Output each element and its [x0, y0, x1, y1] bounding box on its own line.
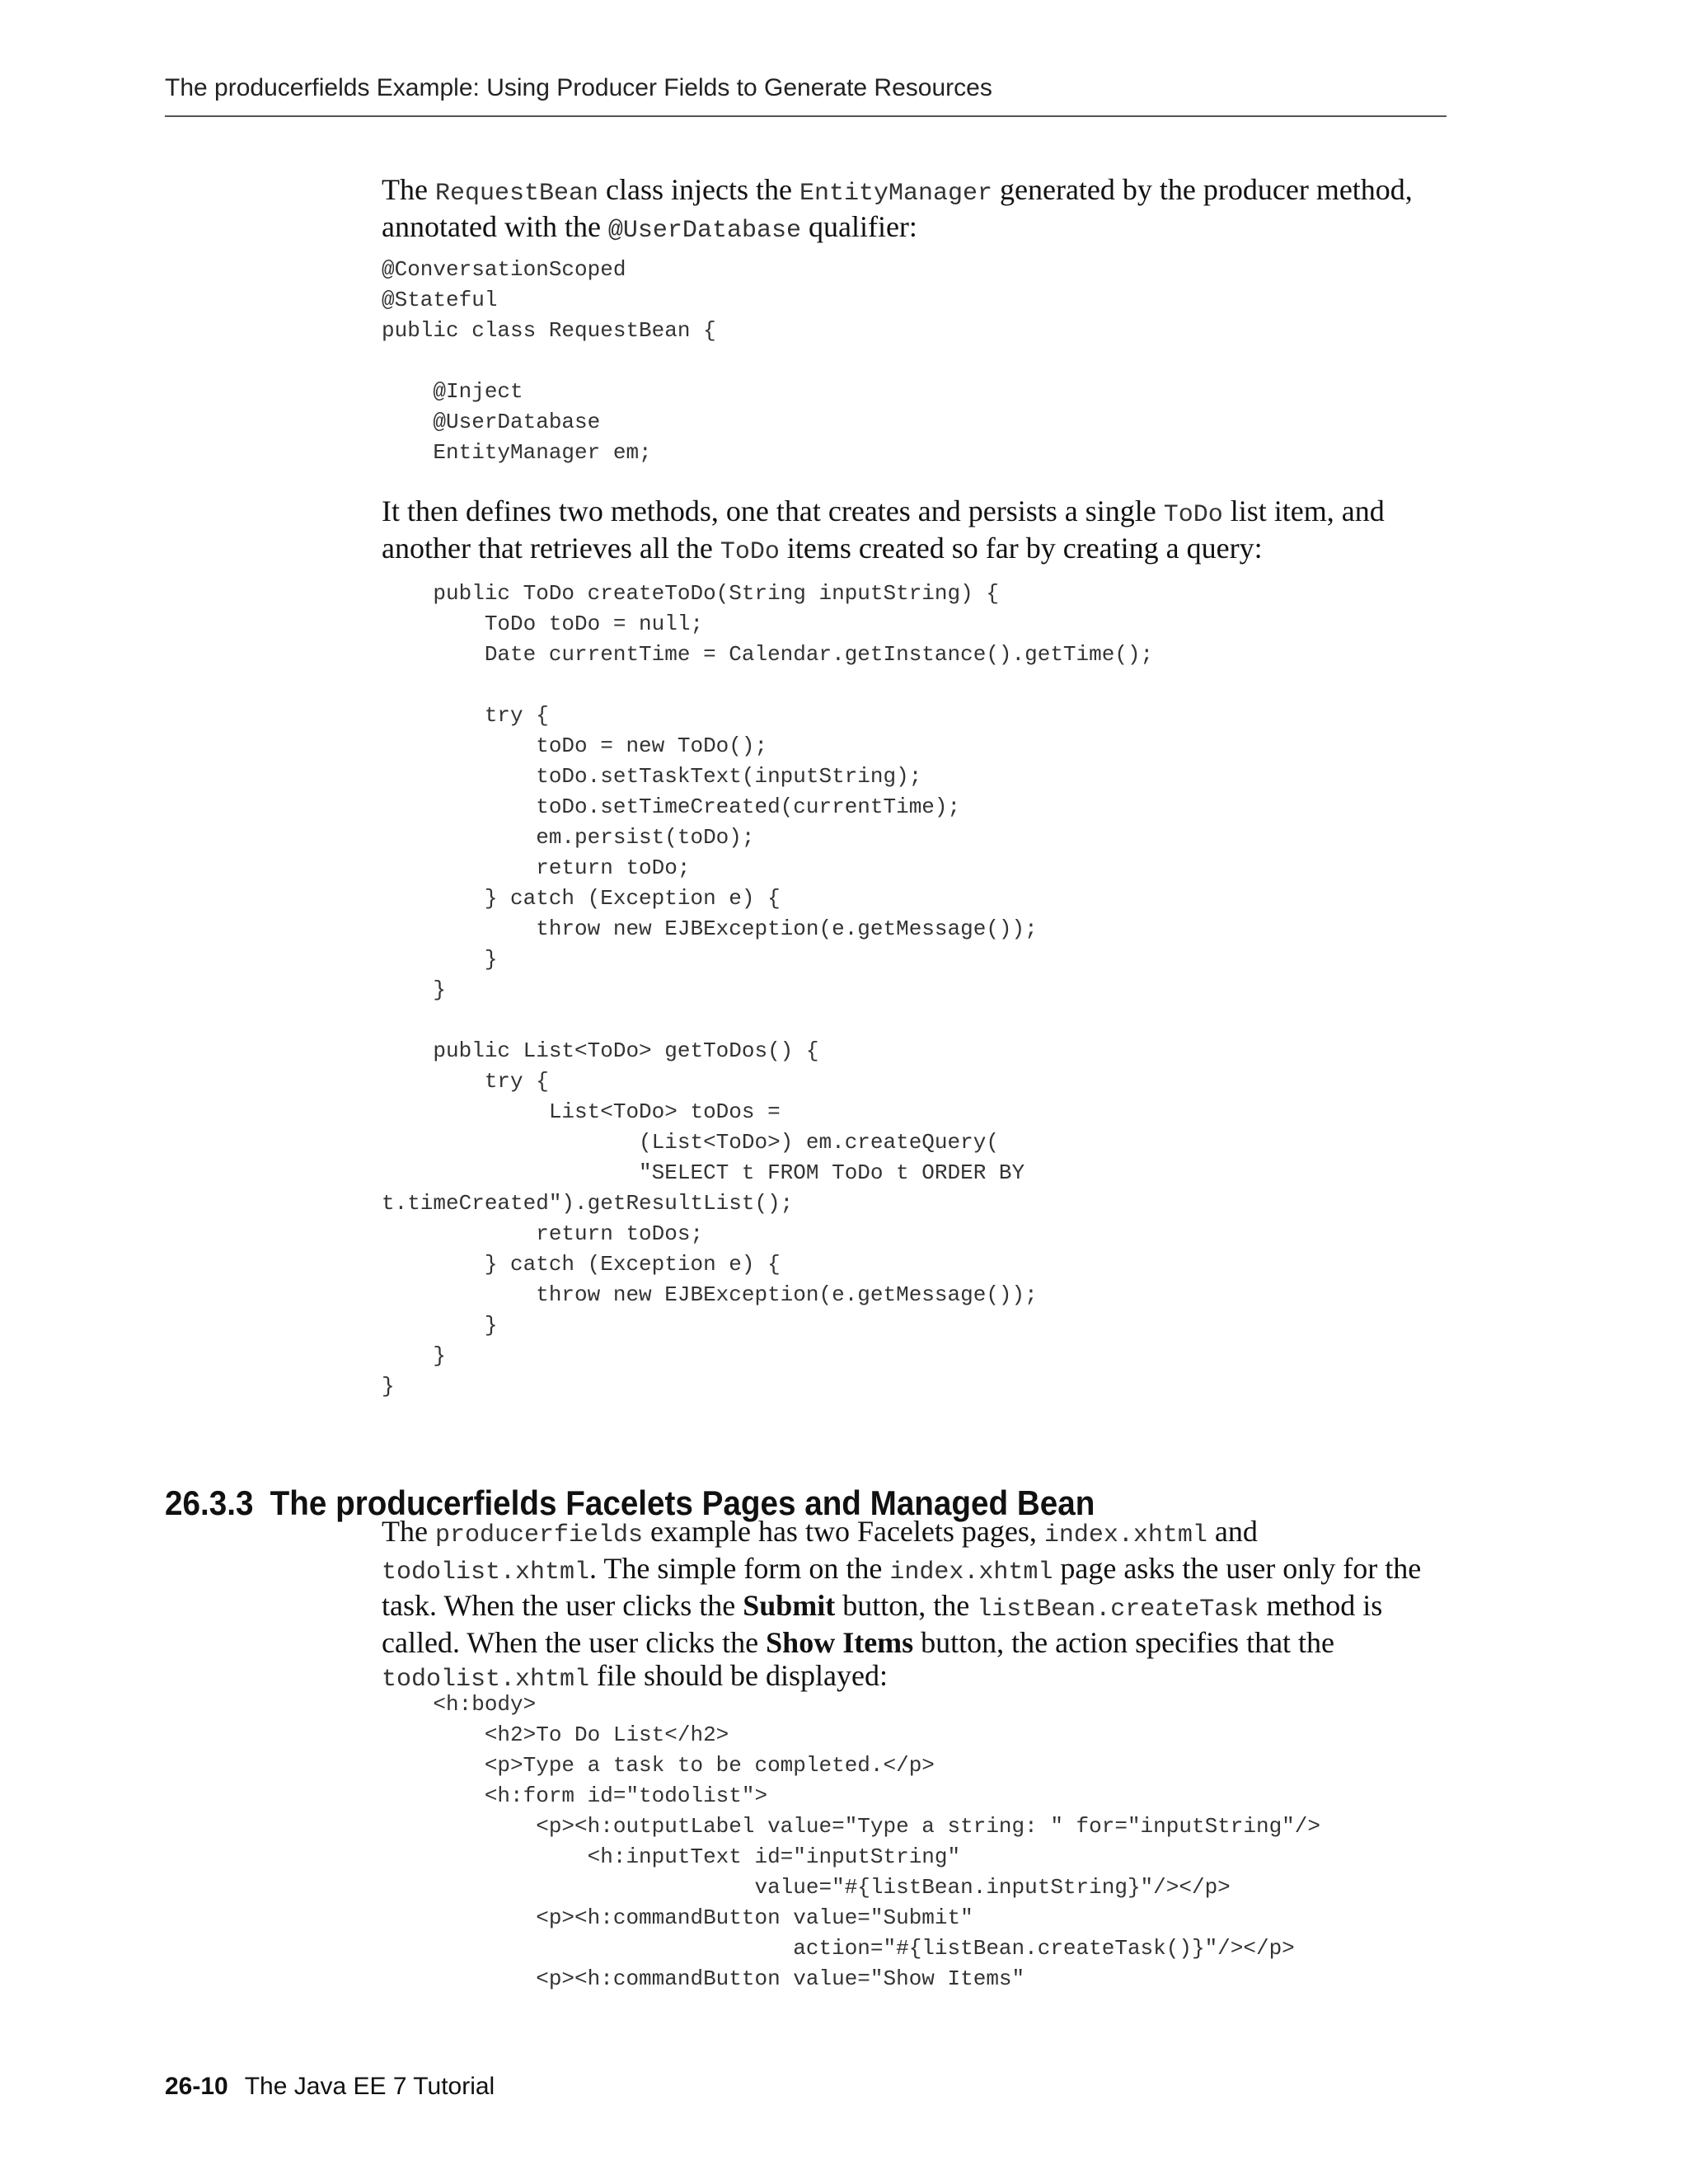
- inline-code: ToDo: [1163, 501, 1223, 529]
- paragraph-line: [382, 1552, 1453, 1589]
- inline-code: index.xhtml: [1043, 1521, 1207, 1549]
- section-number: 26.3.3: [165, 1483, 254, 1522]
- paragraph-methods: [382, 494, 1453, 569]
- text-run: method is: [1259, 1589, 1383, 1622]
- paragraph-line: [382, 173, 1453, 210]
- text-run: It then defines two methods, one that creates and persists a single: [382, 494, 1164, 527]
- text-run: called. When the user clicks the: [382, 1626, 767, 1659]
- inline-code: ToDo: [720, 538, 780, 566]
- paragraph-request-bean: [382, 173, 1453, 247]
- paragraph-line: [382, 532, 1453, 569]
- text-run: another that retrieves all the: [382, 532, 720, 565]
- text-run: example has two Facelets pages,: [643, 1515, 1044, 1548]
- text-run: class injects the: [598, 173, 799, 206]
- inline-code: EntityManager: [799, 180, 992, 208]
- code-block-facelets: <h:body> <h2>To Do List</h2> <p>Type a task to be completed.</p> <h:form id="todolist"> <p><h:outputLabel value="Type a string: " for="inputString"/> <h:inputText id="inputString" value="#{listBean.inputString}"/></p> <p><h:commandButton value="Submit" action="#{listBean.createTask()}"/></p> <p><h:commandButton value="Show Items": [433, 1692, 1320, 1991]
- text-run: . The simple form on the: [589, 1552, 890, 1585]
- text-run: button, the: [835, 1589, 978, 1622]
- inline-code: @UserDatabase: [607, 217, 801, 245]
- text-run: page asks the user only for the: [1053, 1552, 1422, 1585]
- paragraph-line: [382, 1515, 1453, 1552]
- code-block-methods: public ToDo createToDo(String inputString) { ToDo toDo = null; Date currentTime = Calendar.getInstance().getTime(); try { toDo = new ToDo(); toDo.setTaskText(inputString); toDo.setTimeCreated(currentTime); em.persist(toDo); return toDo; } catch (Exception e) { throw new EJBException(e.getMessage()); } } public List<ToDo> getToDos() { try { List<ToDo> toDos = (List<ToDo>) em.createQuery( "SELECT t FROM ToDo t ORDER BY t.timeCreated").getResultList(); return toDos; } catch (Exception e) { throw new EJBException(e.getMessage()); } } }: [382, 581, 1154, 1399]
- code-block-request-bean: @ConversationScoped @Stateful public class RequestBean { @Inject @UserDatabase EntityManager em;: [382, 257, 716, 465]
- paragraph-line: [382, 494, 1453, 532]
- inline-code: producerfields: [434, 1521, 644, 1549]
- text-run: and: [1207, 1515, 1258, 1548]
- paragraph-line: [382, 1626, 1453, 1659]
- inline-code: todolist.xhtml: [382, 1558, 590, 1586]
- paragraph-facelets: [382, 1515, 1453, 1696]
- inline-code: todolist.xhtml: [382, 1666, 590, 1694]
- text-run: list item, and: [1222, 494, 1385, 527]
- page-footer: [165, 2073, 495, 2101]
- bold-term: Show Items: [766, 1626, 914, 1659]
- book-title: The Java EE 7 Tutorial: [244, 2073, 495, 2100]
- bold-term: Submit: [743, 1589, 836, 1622]
- text-run: file should be displayed:: [589, 1659, 888, 1692]
- text-run: button, the action specifies that the: [913, 1626, 1335, 1659]
- page-number: 26-10: [165, 2073, 228, 2100]
- inline-code: index.xhtml: [889, 1558, 1053, 1586]
- text-run: annotated with the: [382, 210, 608, 243]
- text-run: generated by the producer method,: [992, 173, 1413, 206]
- text-run: The: [382, 173, 435, 206]
- text-run: task. When the user clicks the: [382, 1589, 743, 1622]
- paragraph-line: [382, 210, 1453, 247]
- inline-code: listBean.createTask: [977, 1596, 1259, 1624]
- text-run: qualifier:: [800, 210, 917, 243]
- text-run: items created so far by creating a query:: [779, 532, 1263, 565]
- inline-code: RequestBean: [434, 180, 599, 208]
- running-header: The producerfields Example: Using Producer Fields to Generate Resources: [165, 74, 992, 101]
- section-title: The producerfields Facelets Pages and Managed Bean: [270, 1483, 1095, 1522]
- text-run: The: [382, 1515, 435, 1548]
- paragraph-line: [382, 1589, 1453, 1626]
- header-rule: [165, 115, 1447, 117]
